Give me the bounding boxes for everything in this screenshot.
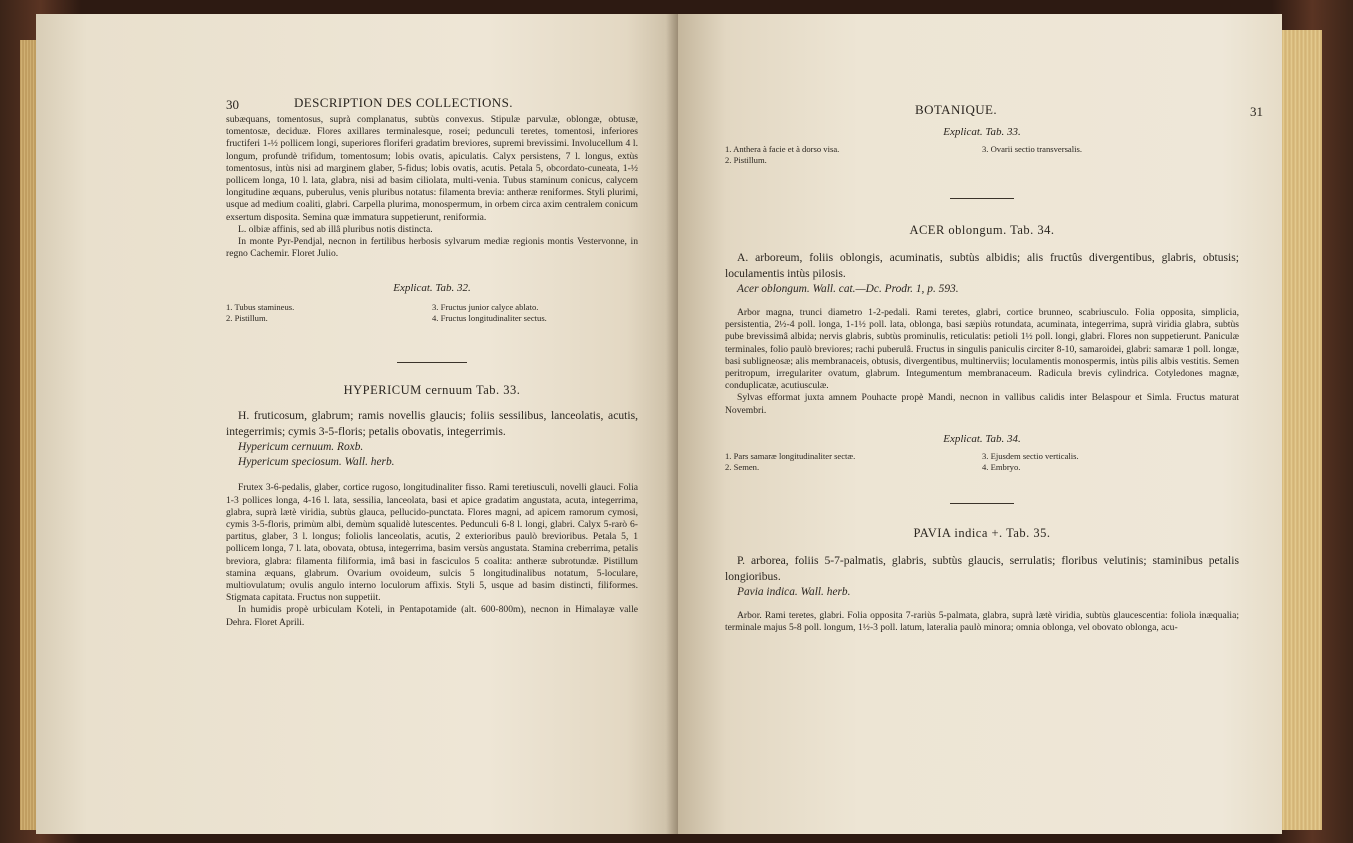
affinity-note: L. olbiæ affinis, sed ab illâ pluribus notis distincta. xyxy=(238,223,433,235)
description-paragraph: subæquans, tomentosus, suprà complanatus, subtùs convexus. Stipulæ parvulæ, oblongæ, obtusæ, tomentosæ, deciduæ. Flores axillares terminalesque, rosei; pedunculi teretes, tomentosi, inferiores fructiferi 1-½ pollicem longi, superiores floriferi gradatim breviores, supremi brevissimi. Involucellum 4 l. longum, profundè trifidum, tomentosum; lobis ovatis, apiculatis. Calyx persistens, 7 l. longus, extùs tomentosus, intùs nisi ad marginem glaber, 5-fidus; lobis ovatis, acutis. Petala 5, obcordato-cuneata, 1-½ pollicem longa, 10 l. lata, glabra, nisi ad basim ciliolata, multi-venia. Tubus staminum conicus, calycem longitudine æquans, puberulus, venis pluribus notatus: filamenta brevia: antheræ reniformes. Styli plurimi, usque ad medium coaliti, glabri. Carpella plurima, monospermum, in orbem circa axim centralem conicum exsertum disposita. Semina quæ immatura suppetierunt, reniformia. xyxy=(226,114,638,223)
right-page xyxy=(678,14,1282,834)
explicat-item: 4. Fructus longitudinaliter sectus. xyxy=(432,313,547,324)
synonym-acer: Acer oblongum. Wall. cat.—Dc. Prodr. 1, p. 593. xyxy=(737,283,959,295)
species-habitat-acer: Sylvas efformat juxta amnem Pouhacte propè Mandi, necnon in vallibus calidis inter Belaspour et Simla. Fructus maturat Novembri. xyxy=(725,392,1239,416)
species-habitat: In humidis propè urbiculam Koteli, in Pentapotamide (alt. 600-800m), necnon in Himalayæ valle Dehra. Floret Aprili. xyxy=(226,604,638,628)
explicat-item: 3. Ejusdem sectio verticalis. xyxy=(982,450,1079,461)
explicat-item: 4. Embryo. xyxy=(982,461,1021,472)
explicat-item: 2. Semen. xyxy=(725,461,760,472)
species-title-pavia: PAVIA indica +. Tab. 35. xyxy=(913,525,1051,540)
habitat-note: In monte Pyr-Pendjal, necnon in fertilibus herbosis sylvarum mediæ regionis montis Vestervonne, in regno Cachemir. Floret Julio. xyxy=(226,236,638,260)
right-page-edges xyxy=(1282,30,1322,830)
explicat-item: 3. Fructus junior calyce ablato. xyxy=(432,302,539,313)
explicat-item: 1. Pars samaræ longitudinaliter sectæ. xyxy=(725,450,856,461)
species-diagnosis: H. fruticosum, glabrum; ramis novellis glaucis; foliis sessilibus, lanceolatis, acutis, integerrimis; cymis 3-5-floris; petalis obovatis, integerrimis. xyxy=(226,409,638,439)
left-page-edges xyxy=(20,40,36,830)
species-description: Frutex 3-6-pedalis, glaber, cortice rugoso, longitudinaliter fisso. Rami teretiusculi, novelli glauci. Folia 1-3 pollices longa, 4-16 l. lata, sessilia, lanceolata, basi et apice gradatim angustata, acuta, integerrima, glabra, suprà lætè viridia, subtùs glauca, pellucido-punctata. Flores magni, ad apicem ramorum cymosi, cymis 3-5-floris, primùm albi, demùm squalidè lutescentes. Pedunculi 6-8 l. longi, glabri. Calyx 5-rarò 6-partitus, glaber, 3 l. longus; foliolis lanceolatis, acutis, 2 exterioribus paulò brevioribus. Petala 5, 1 pollicem longa, 7 l. lata, obovata, obtusa, integerrima, basim versùs angustata. Stamina creberrima, petalis breviora, glabra: filamenta filiformia, imâ basi in fasciculos 5 coalita: antheræ subrotundæ. Pistillum stamina æquans, glabrum. Ovarium ovoideum, sulcis 5 longitudinalibus notatum, 5-loculare, multiovulatum; ovulis angulo interno loculorum affixis. Styli 5, usque ad basim distincti, filiformes. Stigmata capitata. Fructus non suppetiit. xyxy=(226,482,638,604)
species-diagnosis-pavia: P. arborea, foliis 5-7-palmatis, glabris, subtùs glaucis, serrulatis; floribus velutinis; staminibus petalis longioribus. xyxy=(725,553,1239,583)
page-number-left: 30 xyxy=(226,97,239,112)
explicat-list xyxy=(725,144,1239,166)
explicat-item: 1. Tubus stamineus. xyxy=(226,302,295,313)
explicat-list xyxy=(226,302,638,324)
synonym: Hypericum cernuum. Roxb. xyxy=(238,441,364,454)
explicat-item: 3. Ovarii sectio transversalis. xyxy=(982,144,1082,154)
running-head-left: DESCRIPTION DES COLLECTIONS. xyxy=(294,95,513,110)
synonym: Hypericum speciosum. Wall. herb. xyxy=(238,456,395,469)
left-page xyxy=(36,14,678,834)
species-title-acer: ACER oblongum. Tab. 34. xyxy=(909,223,1055,237)
explicat-caption: Explicat. Tab. 34. xyxy=(943,432,1021,445)
explicat-caption: Explicat. Tab. 32. xyxy=(393,282,471,295)
page-number-right: 31 xyxy=(1250,104,1263,119)
running-head-right: BOTANIQUE. xyxy=(915,102,998,117)
species-diagnosis-acer: A. arboreum, foliis oblongis, acuminatis, subtùs albidis; alis fructûs divergentibus, glabris, obtusis; loculamentis intùs pilosis. xyxy=(725,251,1239,280)
explicat-caption: Explicat. Tab. 33. xyxy=(943,126,1021,138)
explicat-item: 1. Anthera à facie et à dorso visa. xyxy=(725,144,840,154)
explicat-item: 2. Pistillum. xyxy=(226,313,268,324)
species-description-pavia: Arbor. Rami teretes, glabri. Folia opposita 7-rariùs 5-palmata, glabra, suprà lætè viridia, subtùs glaucescentia: foliola inæqualia; terminale majus 5-8 poll. longum, 1½-3 poll. latum, lateralia paulò minora; omnia oblonga, vel obovato oblonga, acu- xyxy=(725,609,1239,634)
species-title: HYPERICUM cernuum Tab. 33. xyxy=(343,383,521,398)
explicat-item: 2. Pistillum. xyxy=(725,155,767,165)
synonym-pavia: Pavia indica. Wall. herb. xyxy=(737,585,851,598)
explicat-list xyxy=(725,451,1239,473)
species-description-acer: Arbor magna, trunci diametro 1-2-pedali. Rami teretes, glabri, cortice brunneo, scabriusculo. Folia opposita, simplicia, persistentia, 2½-4 poll. longa, 1-1½ poll. lata, oblonga, basi sæpiùs rotundata, acuminata, integerrima, suprà viridia glabra, subtùs pube brevissimâ albida; nervis glabris, subtùs prominulis, reticulatis: petioli 1½ poll. longi, glabri. Flores non suppetierunt. Paniculæ terminales, folio paulò breviores; rachi puberulâ. Fructus in singulis paniculis circiter 8-10, samaroidei, glabri: samaræ 1 poll. longæ, basi subligneosæ; alis membranaceis, obtusis, divergentibus, multinerviis; loculamentis monospermis, intùs pilis albis vestitis. Semen peritropum, irregulariter ovatum, glabrum. Integumentum membranaceum. Radicula brevis cylindrica. Cotyledones magnæ, conduplicatæ, acutiusculæ. xyxy=(725,307,1239,392)
